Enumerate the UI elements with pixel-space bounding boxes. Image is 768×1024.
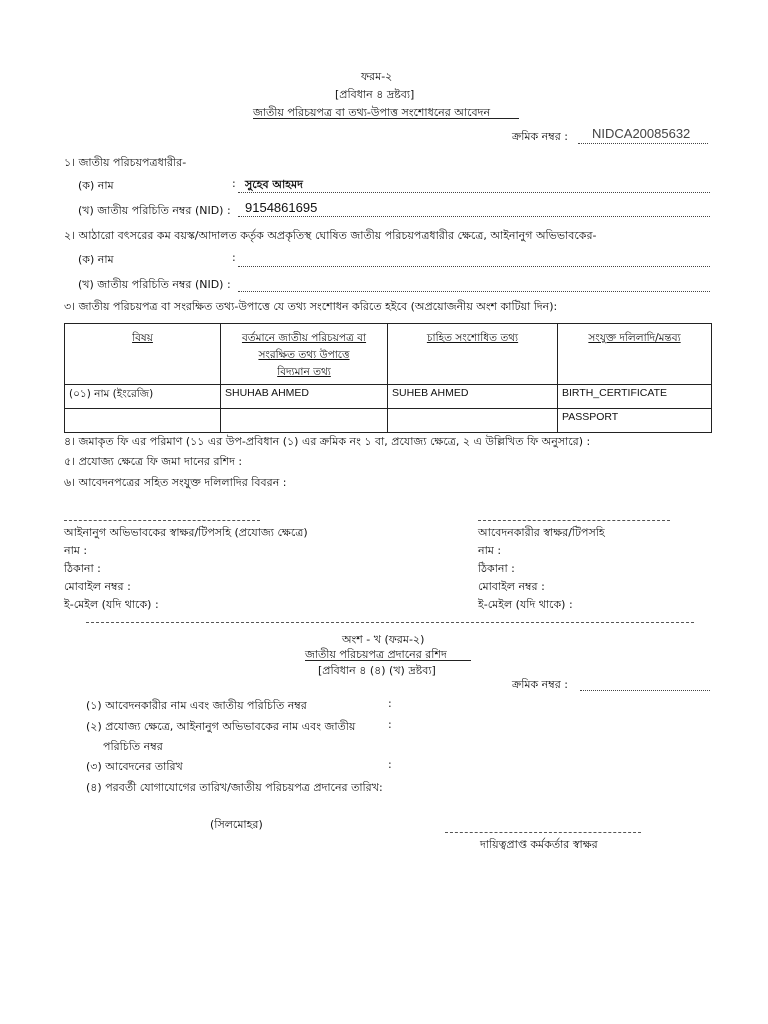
guardian-name-label: (ক) নাম: [78, 253, 114, 266]
receipt-line-next-date: (৪) পরবর্তী যোগাযোগের তারিখ/জাতীয় পরিচয়পত্র প্রদানের তারিখ:: [86, 781, 383, 794]
receipt-line-guardian-cont: পরিচিতি নম্বর: [103, 740, 163, 753]
table-cell: SUHEB AHMED: [388, 385, 558, 409]
applicant-signature-caption: আবেদনকারীর স্বাক্ষর/টিপসহি: [478, 526, 605, 539]
correction-table: [64, 323, 712, 433]
header-attachments: সংযুক্ত দলিলাদি/মন্তব্য: [558, 324, 712, 385]
form-title: জাতীয় পরিচয়পত্র বা তথ্য-উপাত্ত সংশোধনের আবেদন: [253, 106, 491, 119]
receipt-serial-dotline: [580, 690, 710, 691]
applicant-sig-name: নাম :: [478, 544, 502, 557]
officer-signature-caption: দায়িত্বপ্রাপ্ত কর্মকর্তার স্বাক্ষর: [480, 838, 598, 851]
table-cell: SHUHAB AHMED: [221, 385, 388, 409]
table-cell: [388, 409, 558, 433]
serial-label: ক্রমিক নম্বর :: [512, 130, 568, 143]
receipt-line-guardian: (২) প্রযোজ্য ক্ষেত্রে, আইনানুগ অভিভাবকের নাম এবং জাতীয়: [86, 720, 356, 733]
header-subject: বিষয়: [65, 324, 221, 385]
form-title-underline: [253, 118, 519, 119]
table-row: [65, 409, 712, 433]
table-cell: [65, 409, 221, 433]
item-attachments: ৬। আবেদনপত্রের সহিত সংযুক্ত দলিলাদির বিবরন :: [64, 476, 287, 489]
holder-name-label: (ক) নাম: [78, 179, 114, 192]
receipt-colon-2: :: [388, 718, 392, 731]
guardian-sig-name: নাম :: [64, 544, 88, 557]
table-cell: BIRTH_CERTIFICATE: [558, 385, 712, 409]
holder-name-colon: :: [232, 177, 236, 190]
holder-name-value: সুহেব আহমদ: [245, 178, 303, 191]
receipt-line-applicant: (১) আবেদনকারীর নাম এবং জাতীয় পরিচিতি নম্বর: [86, 699, 307, 712]
section-divider: [86, 622, 694, 623]
guardian-nid-label: (খ) জাতীয় পরিচিতি নম্বর (NID) :: [78, 278, 231, 291]
guardian-name-dotline: [238, 266, 710, 267]
guardian-signature-line: [64, 520, 260, 521]
serial-value: NIDCA20085632: [592, 126, 691, 141]
applicant-sig-email: ই-মেইল (যদি থাকে) :: [478, 598, 573, 611]
holder-nid-dotline: [238, 216, 710, 217]
applicant-signature-line: [478, 520, 670, 521]
officer-signature-line: [445, 832, 641, 833]
section2-heading: ২। আঠারো বৎসরের কম বয়স্ক/আদালত কর্তৃক অপ্রকৃতিস্থ ঘোষিত জাতীয় পরিচয়পত্রধারীর ক্ষেত্রে, আইনানুগ অভিভাবকের-: [64, 229, 597, 242]
section3-heading: ৩। জাতীয় পরিচয়পত্র বা সংরক্ষিত তথ্য-উপাত্তে যে তথ্য সংশোধন করিতে হইবে (অপ্রয়োজনীয় অংশ কাটিয়া দিন):: [64, 300, 558, 313]
table-cell: PASSPORT: [558, 409, 712, 433]
guardian-sig-address: ঠিকানা :: [64, 562, 101, 575]
applicant-sig-address: ঠিকানা :: [478, 562, 515, 575]
guardian-sig-mobile: মোবাইল নম্বর :: [64, 580, 131, 593]
header-requested-correction: চাহিত সংশোধিত তথ্য: [388, 324, 558, 385]
receipt-serial-label: ক্রমিক নম্বর :: [512, 678, 568, 691]
receipt-title-underline: [305, 660, 471, 661]
receipt-line-application-date: (৩) আবেদনের তারিখ: [86, 760, 183, 773]
header-existing-info: বর্তমানে জাতীয় পরিচয়পত্র বা সংরক্ষিত তথ্য উপাত্তে বিদ্যমান তথ্য: [221, 324, 388, 385]
receipt-part-label: অংশ - খ (ফরম-২): [342, 633, 425, 646]
receipt-title: জাতীয় পরিচয়পত্র প্রদানের রশিদ: [305, 648, 447, 661]
table-row: [65, 385, 712, 409]
item-fee-receipt: ৫। প্রযোজ্য ক্ষেত্রে ফি জমা দানের রশিদ :: [64, 455, 243, 468]
table-cell: [221, 409, 388, 433]
receipt-colon-3: :: [388, 758, 392, 771]
holder-nid-label: (খ) জাতীয় পরিচিতি নম্বর (NID) :: [78, 204, 231, 217]
form-number: ফরম-২: [361, 70, 393, 83]
guardian-sig-email: ই-মেইল (যদি থাকে) :: [64, 598, 159, 611]
applicant-sig-mobile: মোবাইল নম্বর :: [478, 580, 545, 593]
rule-reference: [প্রবিধান ৪ দ্রষ্টব্য]: [335, 88, 415, 101]
guardian-signature-caption: আইনানুগ অভিভাবকের স্বাক্ষর/টিপসহি (প্রযোজ্য ক্ষেত্রে): [64, 526, 308, 539]
guardian-name-colon: :: [232, 251, 236, 264]
holder-nid-value: 9154861695: [245, 200, 318, 215]
holder-name-dotline: [238, 192, 710, 193]
receipt-colon-1: :: [388, 697, 392, 710]
serial-dotline: [578, 143, 708, 144]
receipt-rule-reference: [প্রবিধান ৪ (৪) (খ) দ্রষ্টব্য]: [318, 664, 436, 677]
section1-heading: ১। জাতীয় পরিচয়পত্রধারীর-: [64, 156, 187, 169]
table-header-row: [65, 324, 712, 385]
seal-label: (সিলমোহর): [210, 818, 263, 831]
guardian-nid-dotline: [238, 291, 710, 292]
item-fee-amount: ৪। জমাকৃত ফি এর পরিমাণ (১১ এর উপ-প্রবিধান (১) এর ক্রমিক নং ১ বা, প্রযোজ্য ক্ষেত্রে, ২ এ উল্লিখিত ফি অনুসারে) :: [64, 435, 591, 448]
table-cell: (০১) নাম (ইংরেজি): [65, 385, 221, 409]
